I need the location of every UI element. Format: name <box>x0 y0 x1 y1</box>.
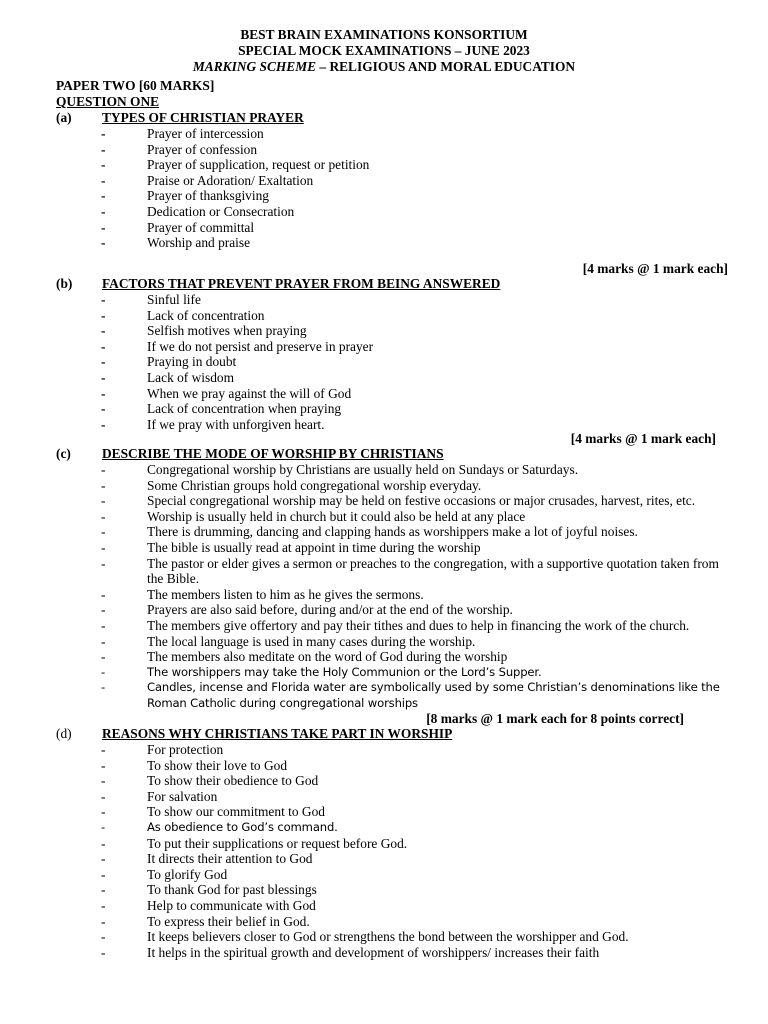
list-item <box>56 820 726 836</box>
bullet-dash: - <box>101 323 106 339</box>
list-item-text: Selfish motives when praying <box>147 323 307 339</box>
list-item <box>56 789 726 805</box>
bullet-dash: - <box>101 804 106 820</box>
header-line-2: SPECIAL MOCK EXAMINATIONS – JUNE 2023 <box>238 43 530 58</box>
section-a <box>56 110 726 251</box>
section-c-letter: (c) <box>56 446 71 461</box>
list-item-text: When we pray against the will of God <box>147 385 352 401</box>
list-item <box>56 742 726 758</box>
header-line-1: BEST BRAIN EXAMINATIONS KONSORTIUM <box>240 27 528 42</box>
list-item <box>56 618 726 634</box>
list-item-text: Dedication or Consecration <box>147 203 295 219</box>
bullet-dash: - <box>101 235 106 251</box>
section-a-title: TYPES OF CHRISTIAN PRAYER <box>102 110 304 125</box>
bullet-dash: - <box>101 219 106 235</box>
bullet-dash: - <box>101 742 106 757</box>
list-item <box>56 882 726 898</box>
bullet-dash: - <box>101 851 106 867</box>
bullet-dash: - <box>101 602 106 618</box>
bullet-dash: - <box>101 944 106 960</box>
list-item <box>56 929 726 945</box>
bullet-dash: - <box>101 462 106 477</box>
question-heading: QUESTION ONE <box>56 94 160 109</box>
bullet-dash: - <box>101 819 106 834</box>
bullet-dash: - <box>101 664 106 679</box>
list-item-text: The pastor or elder gives a sermon or preaches to the congregation, with a supportive quotation taken from the Bible. <box>147 555 719 587</box>
list-item <box>56 354 726 370</box>
list-item <box>56 634 726 650</box>
list-item <box>56 126 726 142</box>
list-item-text: To put their supplications or request before God. <box>147 835 408 851</box>
list-item <box>56 220 726 236</box>
header-line-3 <box>0 59 768 75</box>
list-item <box>56 173 726 189</box>
list-item <box>56 898 726 914</box>
list-item-text: Worship is usually held in church but it could also be held at any place <box>147 508 526 524</box>
paper-heading: PAPER TWO [60 MARKS] <box>56 78 215 93</box>
section-b-title: FACTORS THAT PREVENT PRAYER FROM BEING ANSWERED <box>102 276 501 291</box>
section-c <box>56 446 726 712</box>
bullet-dash: - <box>101 307 106 323</box>
list-item <box>56 157 726 173</box>
list-item-text: As obedience to God’s command. <box>147 819 338 834</box>
list-item-text: If we pray with unforgiven heart. <box>147 416 325 432</box>
section-a-list <box>56 126 726 251</box>
list-item-text: The worshippers may take the Holy Communion or the Lord’s Supper. <box>147 664 542 679</box>
list-item <box>56 339 726 355</box>
list-item <box>56 204 726 220</box>
list-item-text: Prayers are also said before, during and/or at the end of the worship. <box>147 602 513 618</box>
list-item <box>56 540 726 556</box>
bullet-dash: - <box>101 369 106 385</box>
section-d-letter: (d) <box>56 726 72 741</box>
list-item-text: Praise or Adoration/ Exaltation <box>147 172 314 188</box>
list-item-text: Prayer of supplication, request or petition <box>147 157 370 173</box>
list-item <box>56 386 726 402</box>
list-item <box>56 478 726 494</box>
bullet-dash: - <box>101 172 106 188</box>
list-item <box>56 945 726 961</box>
list-item-text: To glorify God <box>147 866 228 882</box>
list-item-text: Praying in doubt <box>147 354 237 370</box>
list-item-text: Some Christian groups hold congregational worship everyday. <box>147 477 482 493</box>
bullet-dash: - <box>101 617 106 633</box>
bullet-dash: - <box>101 141 106 157</box>
list-item <box>56 417 726 433</box>
list-item <box>56 867 726 883</box>
bullet-dash: - <box>101 649 106 665</box>
list-item <box>56 851 726 867</box>
bullet-dash: - <box>101 477 106 493</box>
list-item-text: Prayer of confession <box>147 141 258 157</box>
list-item <box>56 914 726 930</box>
list-item-text: Worship and praise <box>147 235 251 251</box>
list-item <box>56 235 726 251</box>
bullet-dash: - <box>101 835 106 851</box>
list-item <box>56 462 726 478</box>
list-item-text: For salvation <box>147 788 218 804</box>
section-c-marks: [8 marks @ 1 mark each for 8 points correct] <box>426 711 684 726</box>
list-item <box>56 524 726 540</box>
section-a-marks: [4 marks @ 1 mark each] <box>582 261 728 276</box>
section-b-list <box>56 292 726 432</box>
list-item-text: The bible is usually read at appoint in time during the worship <box>147 539 481 555</box>
list-item <box>56 556 726 587</box>
list-item <box>56 142 726 158</box>
document-header <box>0 27 768 75</box>
list-item <box>56 587 726 603</box>
list-item-text: Lack of concentration when praying <box>147 401 342 417</box>
list-item <box>56 649 726 665</box>
list-item-text: Candles, incense and Florida water are symbolically used by some Christian’s denominations like the Roman Catholic during congregational worships <box>147 680 720 710</box>
list-item <box>56 804 726 820</box>
list-item <box>56 773 726 789</box>
bullet-dash: - <box>101 354 106 370</box>
list-item-text: Help to communicate with God <box>147 897 316 913</box>
list-item-text: If we do not persist and preserve in prayer <box>147 338 374 354</box>
bullet-dash: - <box>101 401 106 417</box>
bullet-dash: - <box>101 680 106 695</box>
bullet-dash: - <box>101 292 106 307</box>
list-item-text: To show our commitment to God <box>147 804 325 820</box>
list-item-text: The members give offertory and pay their tithes and dues to help in financing the work of the church. <box>147 617 690 633</box>
list-item-text: The members also meditate on the word of God during the worship <box>147 649 508 665</box>
subject-label: – RELIGIOUS AND MORAL EDUCATION <box>316 59 576 74</box>
list-item-text: The local language is used in many cases during the worship. <box>147 633 476 649</box>
list-item-text: It directs their attention to God <box>147 851 313 867</box>
list-item-text: Prayer of committal <box>147 219 255 235</box>
section-a-heading <box>56 110 726 126</box>
list-item-text: Congregational worship by Christians are usually held on Sundays or Saturdays. <box>147 462 579 477</box>
list-item-text: Lack of concentration <box>147 307 265 323</box>
list-item <box>56 370 726 386</box>
bullet-dash: - <box>101 385 106 401</box>
list-item <box>56 493 726 509</box>
list-item <box>56 602 726 618</box>
section-b-letter: (b) <box>56 276 73 291</box>
bullet-dash: - <box>101 508 106 524</box>
list-item-text: There is drumming, dancing and clapping hands as worshippers make a lot of joyful noises. <box>147 524 638 540</box>
bullet-dash: - <box>101 633 106 649</box>
list-item-text: Prayer of intercession <box>147 126 264 141</box>
bullet-dash: - <box>101 757 106 773</box>
bullet-dash: - <box>101 555 106 571</box>
list-item-text: For protection <box>147 742 224 757</box>
bullet-dash: - <box>101 157 106 173</box>
list-item-text: To show their obedience to God <box>147 773 319 789</box>
list-item <box>56 292 726 308</box>
list-item <box>56 188 726 204</box>
bullet-dash: - <box>101 586 106 602</box>
section-b-heading <box>56 276 726 292</box>
section-d-title: REASONS WHY CHRISTIANS TAKE PART IN WORSHIP <box>102 726 453 741</box>
list-item <box>56 401 726 417</box>
list-item <box>56 509 726 525</box>
bullet-dash: - <box>101 897 106 913</box>
list-item-text: Prayer of thanksgiving <box>147 188 269 204</box>
list-item <box>56 323 726 339</box>
bullet-dash: - <box>101 773 106 789</box>
list-item-text: Sinful life <box>147 292 201 307</box>
bullet-dash: - <box>101 203 106 219</box>
bullet-dash: - <box>101 416 106 432</box>
list-item-text: To express their belief in God. <box>147 913 310 929</box>
section-d <box>56 726 726 960</box>
bullet-dash: - <box>101 188 106 204</box>
list-item <box>56 758 726 774</box>
section-c-title: DESCRIBE THE MODE OF WORSHIP BY CHRISTIANS <box>102 446 444 461</box>
bullet-dash: - <box>101 929 106 945</box>
marking-scheme-label: MARKING SCHEME <box>192 59 317 74</box>
section-d-list <box>56 742 726 960</box>
section-c-heading <box>56 446 726 462</box>
list-item <box>56 665 726 681</box>
list-item-text: To show their love to God <box>147 757 288 773</box>
list-item <box>56 836 726 852</box>
list-item-text: To thank God for past blessings <box>147 882 317 898</box>
section-b <box>56 276 726 432</box>
bullet-dash: - <box>101 882 106 898</box>
section-a-letter: (a) <box>56 110 72 125</box>
bullet-dash: - <box>101 338 106 354</box>
list-item-text: Special congregational worship may be held on festive occasions or major crusades, harvest, rites, etc. <box>147 493 696 509</box>
section-c-list <box>56 462 726 712</box>
list-item-text: Lack of wisdom <box>147 369 235 385</box>
list-item-text: It keeps believers closer to God or strengthens the bond between the worshipper and God. <box>147 929 629 945</box>
list-item <box>56 308 726 324</box>
section-d-heading <box>56 726 726 742</box>
bullet-dash: - <box>101 493 106 509</box>
bullet-dash: - <box>101 539 106 555</box>
list-item-text: The members listen to him as he gives the sermons. <box>147 586 424 602</box>
list-item <box>56 680 726 711</box>
bullet-dash: - <box>101 524 106 540</box>
bullet-dash: - <box>101 913 106 929</box>
bullet-dash: - <box>101 866 106 882</box>
section-b-marks: [4 marks @ 1 mark each] <box>570 431 716 446</box>
bullet-dash: - <box>101 126 106 141</box>
bullet-dash: - <box>101 788 106 804</box>
list-item-text: It helps in the spiritual growth and development of worshippers/ increases their faith <box>147 944 600 960</box>
